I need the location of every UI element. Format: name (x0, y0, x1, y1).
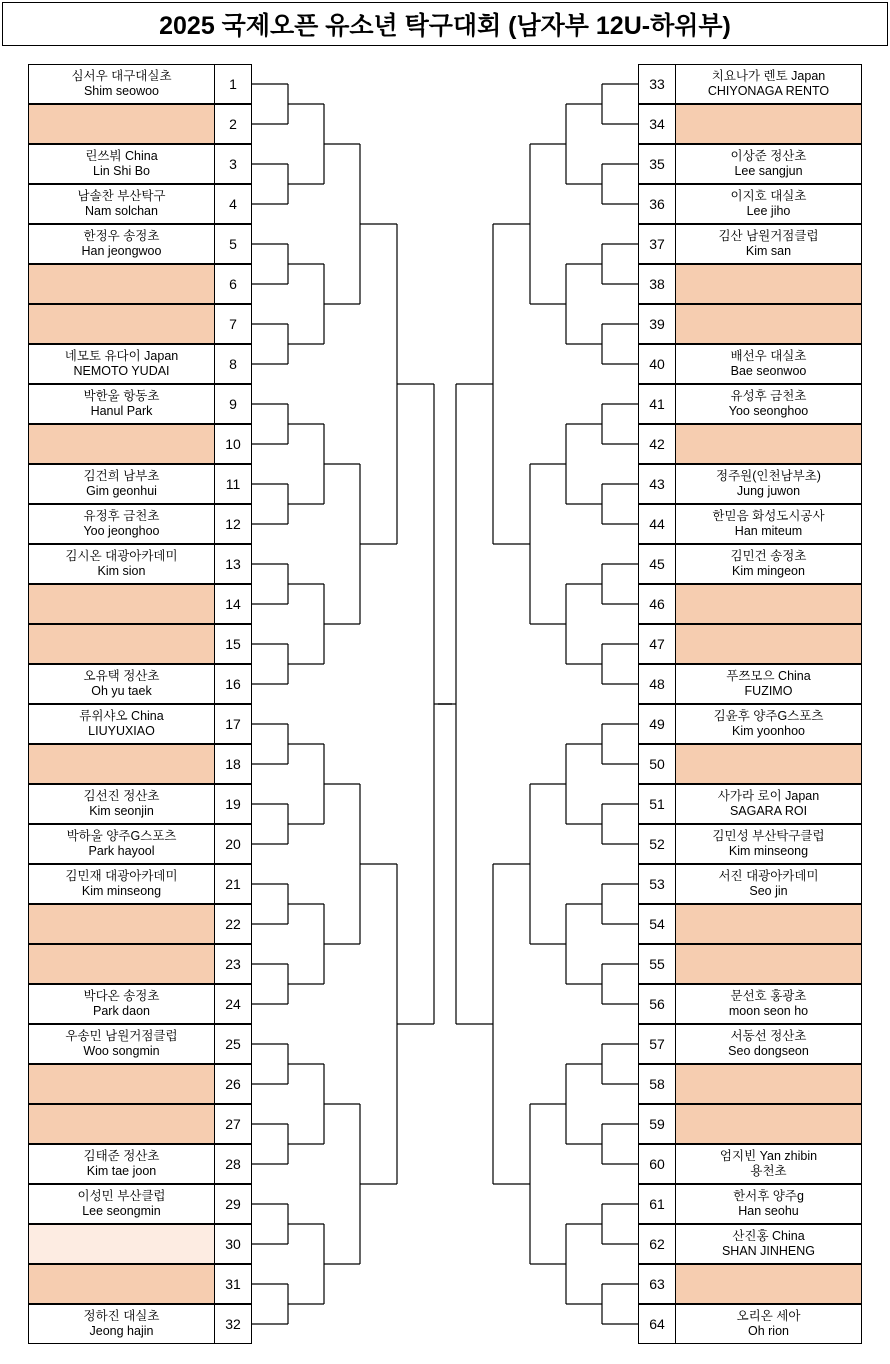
player-name-en: Shim seowoo (83, 84, 160, 98)
player-name-en: LIUYUXIAO (88, 724, 155, 738)
seed-number: 31 (214, 1265, 251, 1303)
bracket-slot[interactable] (28, 664, 252, 704)
player-name (676, 105, 861, 143)
player-name-kr: 문선호 홍광초 (730, 989, 807, 1004)
player-name-kr: 우송민 남원거점클럽 (65, 1029, 178, 1044)
player-name (676, 185, 861, 223)
player-name (29, 1225, 214, 1263)
bracket-slot[interactable] (28, 304, 252, 344)
bracket-slot[interactable] (28, 264, 252, 304)
bracket-slot[interactable] (28, 504, 252, 544)
player-name (676, 905, 861, 943)
player-name (29, 665, 214, 703)
player-name (676, 1225, 861, 1263)
player-name (29, 945, 214, 983)
player-name-kr: 엄지빈 Yan zhibin (719, 1149, 818, 1164)
player-name (676, 385, 861, 423)
bracket-slot[interactable] (638, 384, 862, 424)
player-name (29, 385, 214, 423)
seed-number: 7 (214, 305, 251, 343)
bracket-slot[interactable] (28, 144, 252, 184)
seed-number: 43 (639, 465, 676, 503)
seed-number: 28 (214, 1145, 251, 1183)
seed-number: 18 (214, 745, 251, 783)
player-name (676, 1025, 861, 1063)
seed-number: 16 (214, 665, 251, 703)
player-name (29, 865, 214, 903)
bracket-slot[interactable] (638, 664, 862, 704)
player-name (29, 145, 214, 183)
seed-number: 61 (639, 1185, 676, 1223)
player-name (676, 225, 861, 263)
seed-number: 47 (639, 625, 676, 663)
seed-number: 4 (214, 185, 251, 223)
seed-number: 51 (639, 785, 676, 823)
player-name (29, 785, 214, 823)
player-name-kr: 유성후 금천초 (730, 389, 807, 404)
seed-number: 53 (639, 865, 676, 903)
seed-number: 34 (639, 105, 676, 143)
seed-number: 55 (639, 945, 676, 983)
player-name-en: Jung juwon (736, 484, 801, 498)
player-name (29, 905, 214, 943)
player-name-en: Seo jin (749, 884, 788, 898)
player-name (676, 1105, 861, 1143)
player-name-kr: 김산 남원거점클럽 (718, 229, 819, 244)
bracket-slot[interactable] (638, 64, 862, 104)
player-name-kr: 김민재 대광아카데미 (65, 869, 178, 884)
tournament-bracket (0, 50, 890, 1360)
player-name-en: Yoo jeonghoo (83, 524, 160, 538)
player-name-kr: 심서우 대구대실초 (71, 69, 172, 84)
seed-number: 54 (639, 905, 676, 943)
player-name (29, 1145, 214, 1183)
player-name-en: CHIYONAGA RENTO (707, 84, 830, 98)
player-name (29, 545, 214, 583)
seed-number: 52 (639, 825, 676, 863)
seed-number: 37 (639, 225, 676, 263)
player-name-kr: 네모토 유다이 Japan (64, 349, 179, 364)
seed-number: 50 (639, 745, 676, 783)
seed-number: 62 (639, 1225, 676, 1263)
player-name-kr: 한정우 송정초 (83, 229, 160, 244)
player-name-en: Gim geonhui (86, 484, 157, 498)
player-name-kr: 이상준 정산초 (730, 149, 807, 164)
bracket-slot[interactable] (638, 1184, 862, 1224)
bracket-slot[interactable] (638, 424, 862, 464)
seed-number: 64 (639, 1305, 676, 1343)
player-name-kr: 박하울 양주G스포츠 (66, 829, 177, 844)
player-name-en: NEMOTO YUDAI (73, 364, 170, 378)
player-name-en: Kim seonjin (89, 804, 154, 818)
player-name (676, 1145, 861, 1183)
player-name (29, 305, 214, 343)
player-name-en: Bae seonwoo (730, 364, 807, 378)
bracket-slot[interactable] (638, 544, 862, 584)
bracket-slot[interactable] (28, 1104, 252, 1144)
player-name-kr: 사가라 로이 Japan (717, 789, 820, 804)
bracket-slot[interactable] (638, 704, 862, 744)
player-name-kr: 남솔찬 부산탁구 (77, 189, 166, 204)
bracket-slot[interactable] (28, 1224, 252, 1264)
player-name (676, 945, 861, 983)
player-name (676, 345, 861, 383)
player-name (29, 185, 214, 223)
bracket-slot[interactable] (638, 984, 862, 1024)
player-name (676, 65, 861, 103)
player-name (29, 745, 214, 783)
bracket-slot[interactable] (638, 264, 862, 304)
seed-number: 12 (214, 505, 251, 543)
player-name (29, 1105, 214, 1143)
player-name-kr: 푸쯔모으 China (726, 669, 811, 684)
player-name (676, 625, 861, 663)
player-name-kr: 김윤후 양주G스포츠 (713, 709, 824, 724)
seed-number: 26 (214, 1065, 251, 1103)
seed-number: 3 (214, 145, 251, 183)
bracket-slot[interactable] (28, 704, 252, 744)
player-name (676, 145, 861, 183)
player-name-en: Kim yoonhoo (732, 724, 805, 738)
seed-number: 21 (214, 865, 251, 903)
bracket-slot[interactable] (28, 904, 252, 944)
player-name-kr: 김태준 정산초 (83, 1149, 160, 1164)
seed-number: 29 (214, 1185, 251, 1223)
seed-number: 32 (214, 1305, 251, 1343)
seed-number: 60 (639, 1145, 676, 1183)
player-name-en: Oh rion (748, 1324, 789, 1338)
player-name (29, 585, 214, 623)
seed-number: 56 (639, 985, 676, 1023)
player-name (29, 825, 214, 863)
player-name (29, 625, 214, 663)
bracket-slot[interactable] (638, 824, 862, 864)
seed-number: 58 (639, 1065, 676, 1103)
bracket-slot[interactable] (638, 224, 862, 264)
seed-number: 63 (639, 1265, 676, 1303)
bracket-slot[interactable] (28, 1144, 252, 1184)
player-name-kr: 이지호 대실초 (730, 189, 807, 204)
seed-number: 33 (639, 65, 676, 103)
player-name-en: moon seon ho (728, 1004, 809, 1018)
player-name-en: Woo songmin (83, 1044, 160, 1058)
bracket-slot[interactable] (638, 1104, 862, 1144)
player-name (29, 705, 214, 743)
player-name (676, 425, 861, 463)
player-name (676, 665, 861, 703)
bracket-slot[interactable] (28, 224, 252, 264)
player-name (676, 1265, 861, 1303)
player-name (29, 1065, 214, 1103)
player-name (676, 305, 861, 343)
player-name (676, 825, 861, 863)
player-name (29, 425, 214, 463)
seed-number: 11 (214, 465, 251, 503)
bracket-slot[interactable] (28, 984, 252, 1024)
seed-number: 42 (639, 425, 676, 463)
bracket-slot[interactable] (638, 944, 862, 984)
player-name (676, 1065, 861, 1103)
player-name (676, 505, 861, 543)
player-name (29, 985, 214, 1023)
seed-number: 59 (639, 1105, 676, 1143)
bracket-slot[interactable] (638, 184, 862, 224)
player-name-en: SAGARA ROI (729, 804, 808, 818)
player-name-en: Jeong hajin (89, 1324, 154, 1338)
bracket-slot[interactable] (638, 504, 862, 544)
seed-number: 35 (639, 145, 676, 183)
bracket-slot[interactable] (638, 1024, 862, 1064)
seed-number: 8 (214, 345, 251, 383)
seed-number: 1 (214, 65, 251, 103)
player-name-en: Yoo seonghoo (728, 404, 809, 418)
bracket-slot[interactable] (28, 464, 252, 504)
bracket-slot[interactable] (638, 304, 862, 344)
bracket-slot[interactable] (28, 64, 252, 104)
player-name-en: SHAN JINHENG (721, 1244, 816, 1258)
seed-number: 19 (214, 785, 251, 823)
bracket-slot[interactable] (638, 744, 862, 784)
player-name (29, 105, 214, 143)
seed-number: 44 (639, 505, 676, 543)
player-name (29, 225, 214, 263)
player-name-en: Kim minseong (81, 884, 162, 898)
player-name (29, 505, 214, 543)
player-name-en: Nam solchan (85, 204, 158, 218)
seed-number: 2 (214, 105, 251, 143)
seed-number: 24 (214, 985, 251, 1023)
seed-number: 10 (214, 425, 251, 463)
player-name-en: Kim sion (97, 564, 146, 578)
player-name-kr: 한서후 양주g (733, 1189, 804, 1204)
player-name (29, 1305, 214, 1343)
seed-number: 25 (214, 1025, 251, 1063)
player-name-kr: 오유택 정산초 (83, 669, 160, 684)
player-name-en: Han miteum (734, 524, 803, 538)
seed-number: 38 (639, 265, 676, 303)
bracket-slot[interactable] (638, 784, 862, 824)
player-name (29, 345, 214, 383)
player-name-en: Park hayool (88, 844, 155, 858)
seed-number: 45 (639, 545, 676, 583)
seed-number: 13 (214, 545, 251, 583)
player-name-kr: 김건희 남부초 (83, 469, 160, 484)
seed-number: 6 (214, 265, 251, 303)
bracket-slot[interactable] (28, 784, 252, 824)
bracket-slot[interactable] (28, 344, 252, 384)
player-name (676, 545, 861, 583)
player-name (29, 65, 214, 103)
bracket-slot[interactable] (28, 944, 252, 984)
player-name-en: Hanul Park (90, 404, 153, 418)
bracket-slot[interactable] (638, 144, 862, 184)
seed-number: 9 (214, 385, 251, 423)
seed-number: 40 (639, 345, 676, 383)
player-name-en: FUZIMO (744, 684, 793, 698)
player-name (676, 465, 861, 503)
player-name-en: Han jeongwoo (81, 244, 162, 258)
player-name-kr: 박다온 송정초 (83, 989, 160, 1004)
seed-number: 48 (639, 665, 676, 703)
player-name-kr: 류위샤오 China (79, 709, 164, 724)
player-name-kr: 배선우 대실초 (730, 349, 807, 364)
player-name-kr: 오리온 세아 (736, 1309, 801, 1324)
seed-number: 23 (214, 945, 251, 983)
player-name-en: Oh yu taek (91, 684, 152, 698)
player-name-en: Park daon (93, 1004, 150, 1018)
player-name-kr: 한믿음 화성도시공사 (712, 509, 825, 524)
seed-number: 20 (214, 825, 251, 863)
bracket-slot[interactable] (638, 1224, 862, 1264)
player-name-kr: 정주원(인천남부초) (716, 469, 821, 484)
bracket-slot[interactable] (638, 584, 862, 624)
seed-number: 46 (639, 585, 676, 623)
player-name-kr: 유정후 금천초 (83, 509, 160, 524)
player-name (676, 985, 861, 1023)
bracket-slot[interactable] (638, 1144, 862, 1184)
player-name (676, 585, 861, 623)
bracket-slot[interactable] (638, 344, 862, 384)
player-name (29, 1185, 214, 1223)
bracket-slot[interactable] (28, 864, 252, 904)
bracket-slot[interactable] (28, 424, 252, 464)
player-name-en: Lin Shi Bo (93, 164, 150, 178)
player-name (676, 785, 861, 823)
player-name-kr: 치요나가 렌토 Japan (711, 69, 826, 84)
bracket-slot[interactable] (28, 744, 252, 784)
player-name-en: Kim tae joon (86, 1164, 157, 1178)
player-name (29, 465, 214, 503)
player-name-kr: 김시온 대광아카데미 (65, 549, 178, 564)
bracket-slot[interactable] (638, 1304, 862, 1344)
seed-number: 5 (214, 225, 251, 263)
bracket-slot[interactable] (28, 544, 252, 584)
bracket-slot[interactable] (28, 184, 252, 224)
seed-number: 17 (214, 705, 251, 743)
bracket-slot[interactable] (28, 1184, 252, 1224)
player-name-en: Lee sangjun (734, 164, 803, 178)
player-name-kr: 서진 대광아카데미 (718, 869, 819, 884)
bracket-slot[interactable] (638, 1064, 862, 1104)
bracket-slot[interactable] (638, 104, 862, 144)
player-name (29, 1025, 214, 1063)
player-name (29, 1265, 214, 1303)
player-name (676, 1305, 861, 1343)
page-title-text: 2025 국제오픈 유소년 탁구대회 (남자부 12U-하위부) (159, 12, 731, 40)
player-name (676, 865, 861, 903)
bracket-slot[interactable] (28, 1304, 252, 1344)
seed-number: 14 (214, 585, 251, 623)
seed-number: 22 (214, 905, 251, 943)
bracket-slot[interactable] (28, 584, 252, 624)
bracket-slot[interactable] (28, 624, 252, 664)
player-name-kr: 김민건 송정초 (730, 549, 807, 564)
player-name-kr: 김선진 정산초 (83, 789, 160, 804)
bracket-slot[interactable] (28, 104, 252, 144)
player-name-kr: 린쓰붜 China (85, 149, 158, 164)
bracket-slot[interactable] (638, 464, 862, 504)
player-name (676, 745, 861, 783)
bracket-slot[interactable] (638, 1264, 862, 1304)
page-title (2, 2, 888, 46)
player-name-kr: 박한울 항동초 (83, 389, 160, 404)
bracket-slot[interactable] (28, 1064, 252, 1104)
player-name (676, 705, 861, 743)
player-name (29, 265, 214, 303)
player-name (676, 1185, 861, 1223)
seed-number: 39 (639, 305, 676, 343)
player-name-kr: 산진홍 China (732, 1229, 805, 1244)
player-name-en: Kim mingeon (732, 564, 805, 578)
seed-number: 36 (639, 185, 676, 223)
player-name-kr: 서동선 정산초 (730, 1029, 807, 1044)
bracket-slot[interactable] (638, 864, 862, 904)
player-name (676, 265, 861, 303)
player-name-en: Lee jiho (746, 204, 791, 218)
bracket-slot[interactable] (28, 1024, 252, 1064)
player-name-en: 용천초 (750, 1164, 787, 1178)
seed-number: 27 (214, 1105, 251, 1143)
player-name-en: Han seohu (738, 1204, 799, 1218)
bracket-slot[interactable] (28, 824, 252, 864)
seed-number: 41 (639, 385, 676, 423)
player-name-en: Kim minseong (728, 844, 809, 858)
bracket-slot[interactable] (28, 384, 252, 424)
player-name-en: Kim san (745, 244, 792, 258)
seed-number: 30 (214, 1225, 251, 1263)
seed-number: 15 (214, 625, 251, 663)
player-name-kr: 김민성 부산탁구클럽 (712, 829, 825, 844)
bracket-slot[interactable] (28, 1264, 252, 1304)
player-name-kr: 이성민 부산클럽 (77, 1189, 166, 1204)
player-name-kr: 정하진 대실초 (83, 1309, 160, 1324)
seed-number: 57 (639, 1025, 676, 1063)
seed-number: 49 (639, 705, 676, 743)
bracket-slot[interactable] (638, 624, 862, 664)
player-name-en: Lee seongmin (82, 1204, 161, 1218)
player-name-en: Seo dongseon (728, 1044, 809, 1058)
bracket-slot[interactable] (638, 904, 862, 944)
